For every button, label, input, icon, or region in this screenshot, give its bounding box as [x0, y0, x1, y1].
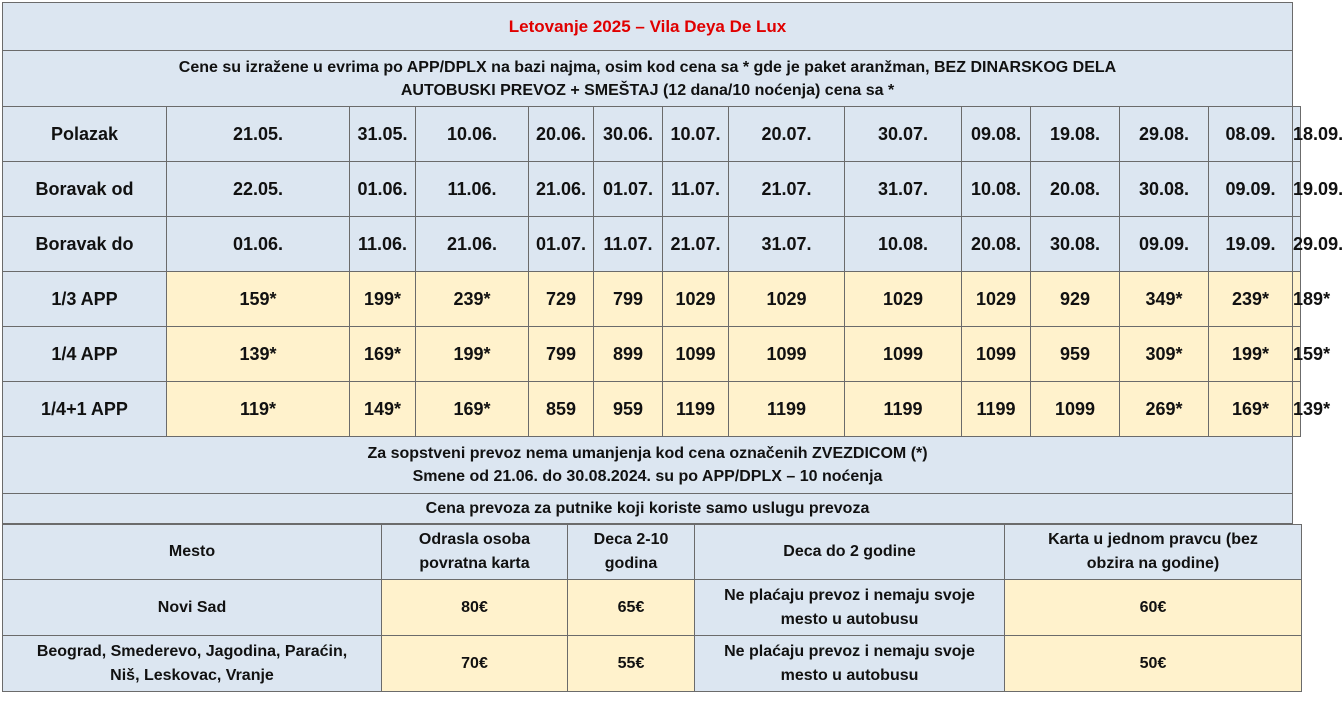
- price-cell: 199*: [350, 272, 416, 327]
- price-row: [3, 217, 1301, 272]
- price-cell: 1099: [663, 327, 729, 382]
- date-cell: 08.09.: [1209, 107, 1293, 162]
- price-cell: 159*: [1293, 327, 1301, 382]
- price-note: [3, 51, 1293, 107]
- date-cell: 11.07.: [594, 217, 663, 272]
- price-cell: 139*: [167, 327, 350, 382]
- price-rows: [3, 107, 1343, 437]
- date-cell: 19.09.: [1209, 217, 1293, 272]
- price-cell: 1199: [729, 382, 845, 437]
- transport-odrasla: 80€: [382, 580, 568, 636]
- date-cell: 21.07.: [729, 162, 845, 217]
- price-cell: 139*: [1293, 382, 1301, 437]
- price-cell: 149*: [350, 382, 416, 437]
- price-cell: 309*: [1120, 327, 1209, 382]
- price-cell: 1099: [1031, 382, 1120, 437]
- transport-deca-do-2: [695, 636, 1005, 692]
- row-label: Polazak: [3, 107, 167, 162]
- date-cell: 11.06.: [416, 162, 529, 217]
- date-cell: 22.05.: [167, 162, 350, 217]
- price-row: [3, 382, 1301, 437]
- date-cell: 10.08.: [962, 162, 1031, 217]
- transport-title: Cena prevoza za putnike koji koriste samo uslugu prevoza: [3, 494, 1293, 524]
- transport-odrasla: 70€: [382, 636, 568, 692]
- date-cell: 31.07.: [729, 217, 845, 272]
- col-header-karta: [1005, 525, 1302, 580]
- price-cell: 799: [594, 272, 663, 327]
- price-note-line-2: AUTOBUSKI PREVOZ + SMEŠTAJ (12 dana/10 noćenja) cena sa *: [400, 81, 895, 99]
- transport-karta: 50€: [1005, 636, 1302, 692]
- price-cell: 159*: [167, 272, 350, 327]
- transport-mesto: [3, 580, 382, 636]
- price-cell: 119*: [167, 382, 350, 437]
- price-row: [3, 327, 1301, 382]
- date-cell: 21.06.: [529, 162, 594, 217]
- price-note-line-1: Cene su izražene u evrima po APP/DPLX na bazi najma, osim kod cena sa * gde je paket aranžman, BEZ DINARSKOG DELA: [178, 58, 1117, 76]
- date-cell: 09.09.: [1120, 217, 1209, 272]
- date-cell: 31.07.: [845, 162, 962, 217]
- col-header-karta-line-1: Karta u jednom pravcu (bez: [1048, 531, 1258, 548]
- page-title: Letovanje 2025 – Vila Deya De Lux: [3, 3, 1293, 51]
- col-header-deca-do-2: Deca do 2 godine: [695, 525, 1005, 580]
- col-header-deca-line-2: godina: [604, 555, 658, 572]
- col-header-mesto: Mesto: [3, 525, 382, 580]
- price-cell: 799: [529, 327, 594, 382]
- price-cell: 729: [529, 272, 594, 327]
- date-cell: 20.08.: [1031, 162, 1120, 217]
- price-cell: 1099: [962, 327, 1031, 382]
- footer-note: [3, 437, 1293, 494]
- date-cell: 09.08.: [962, 107, 1031, 162]
- date-cell: 09.09.: [1209, 162, 1293, 217]
- price-cell: 199*: [416, 327, 529, 382]
- date-cell: 01.07.: [594, 162, 663, 217]
- row-label: 1/4+1 APP: [3, 382, 167, 437]
- price-cell: 859: [529, 382, 594, 437]
- price-cell: 1099: [729, 327, 845, 382]
- row-label: Boravak od: [3, 162, 167, 217]
- transport-row: [3, 636, 1302, 692]
- date-cell: 30.06.: [594, 107, 663, 162]
- price-cell: 169*: [416, 382, 529, 437]
- price-cell: 959: [594, 382, 663, 437]
- price-cell: 1199: [663, 382, 729, 437]
- date-cell: 18.09.: [1293, 107, 1301, 162]
- price-cell: 189*: [1293, 272, 1301, 327]
- date-cell: 30.08.: [1031, 217, 1120, 272]
- price-row: [3, 107, 1301, 162]
- row-label: 1/3 APP: [3, 272, 167, 327]
- date-cell: 10.07.: [663, 107, 729, 162]
- date-cell: 11.06.: [350, 217, 416, 272]
- footer-note-line-2: Smene od 21.06. do 30.08.2024. su po APP/DPLX – 10 noćenja: [412, 468, 883, 485]
- price-table: [2, 2, 1343, 524]
- transport-deca-do-2-line-1: Ne plaćaju prevoz i nemaju svoje: [724, 642, 975, 660]
- price-cell: 1029: [962, 272, 1031, 327]
- date-cell: 01.06.: [350, 162, 416, 217]
- transport-deca: 65€: [568, 580, 695, 636]
- date-cell: 29.08.: [1120, 107, 1209, 162]
- transport-mesto-line-2: Niš, Leskovac, Vranje: [110, 666, 274, 684]
- date-cell: 10.08.: [845, 217, 962, 272]
- col-header-odrasla-line-2: povratna karta: [419, 555, 530, 572]
- transport-rows: [3, 580, 1302, 692]
- footer-note-line-1: Za sopstveni prevoz nema umanjenja kod cena označenih ZVEZDICOM (*): [367, 445, 928, 462]
- price-cell: 239*: [1209, 272, 1293, 327]
- date-cell: 01.07.: [529, 217, 594, 272]
- date-cell: 20.08.: [962, 217, 1031, 272]
- date-cell: 19.08.: [1031, 107, 1120, 162]
- transport-mesto-line-1: Novi Sad: [157, 598, 227, 616]
- price-cell: 1199: [845, 382, 962, 437]
- date-cell: 20.07.: [729, 107, 845, 162]
- price-cell: 1099: [845, 327, 962, 382]
- transport-mesto: [3, 636, 382, 692]
- price-row: [3, 162, 1301, 217]
- price-cell: 199*: [1209, 327, 1293, 382]
- col-header-karta-line-2: obzira na godine): [1086, 555, 1220, 572]
- date-cell: 29.09.: [1293, 217, 1301, 272]
- price-cell: 349*: [1120, 272, 1209, 327]
- date-cell: 19.09.: [1293, 162, 1301, 217]
- col-header-odrasla: [382, 525, 568, 580]
- transport-deca-do-2-line-1: Ne plaćaju prevoz i nemaju svoje: [724, 586, 975, 604]
- price-cell: 1029: [729, 272, 845, 327]
- price-cell: 269*: [1120, 382, 1209, 437]
- price-cell: 239*: [416, 272, 529, 327]
- transport-deca-do-2-line-2: mesto u autobusu: [780, 610, 919, 628]
- transport-deca: 55€: [568, 636, 695, 692]
- price-cell: 1029: [845, 272, 962, 327]
- price-cell: 169*: [350, 327, 416, 382]
- row-label: 1/4 APP: [3, 327, 167, 382]
- transport-deca-do-2: [695, 580, 1005, 636]
- date-cell: 30.08.: [1120, 162, 1209, 217]
- transport-mesto-line-1: Beograd, Smederevo, Jagodina, Paraćin,: [36, 642, 348, 660]
- price-cell: 929: [1031, 272, 1120, 327]
- transport-row: [3, 580, 1302, 636]
- date-cell: 20.06.: [529, 107, 594, 162]
- price-cell: 169*: [1209, 382, 1293, 437]
- col-header-deca-line-1: Deca 2-10: [593, 531, 669, 548]
- date-cell: 21.06.: [416, 217, 529, 272]
- col-header-odrasla-line-1: Odrasla osoba: [418, 531, 531, 548]
- price-cell: 1199: [962, 382, 1031, 437]
- date-cell: 21.07.: [663, 217, 729, 272]
- price-cell: 1029: [663, 272, 729, 327]
- date-cell: 30.07.: [845, 107, 962, 162]
- price-cell: 959: [1031, 327, 1120, 382]
- date-cell: 31.05.: [350, 107, 416, 162]
- date-cell: 21.05.: [167, 107, 350, 162]
- pricing-sheet: [2, 2, 1343, 692]
- date-cell: 01.06.: [167, 217, 350, 272]
- transport-deca-do-2-line-2: mesto u autobusu: [780, 666, 919, 684]
- transport-table: [2, 524, 1302, 692]
- date-cell: 11.07.: [663, 162, 729, 217]
- row-label: Boravak do: [3, 217, 167, 272]
- price-cell: 899: [594, 327, 663, 382]
- price-row: [3, 272, 1301, 327]
- date-cell: 10.06.: [416, 107, 529, 162]
- transport-karta: 60€: [1005, 580, 1302, 636]
- col-header-deca: [568, 525, 695, 580]
